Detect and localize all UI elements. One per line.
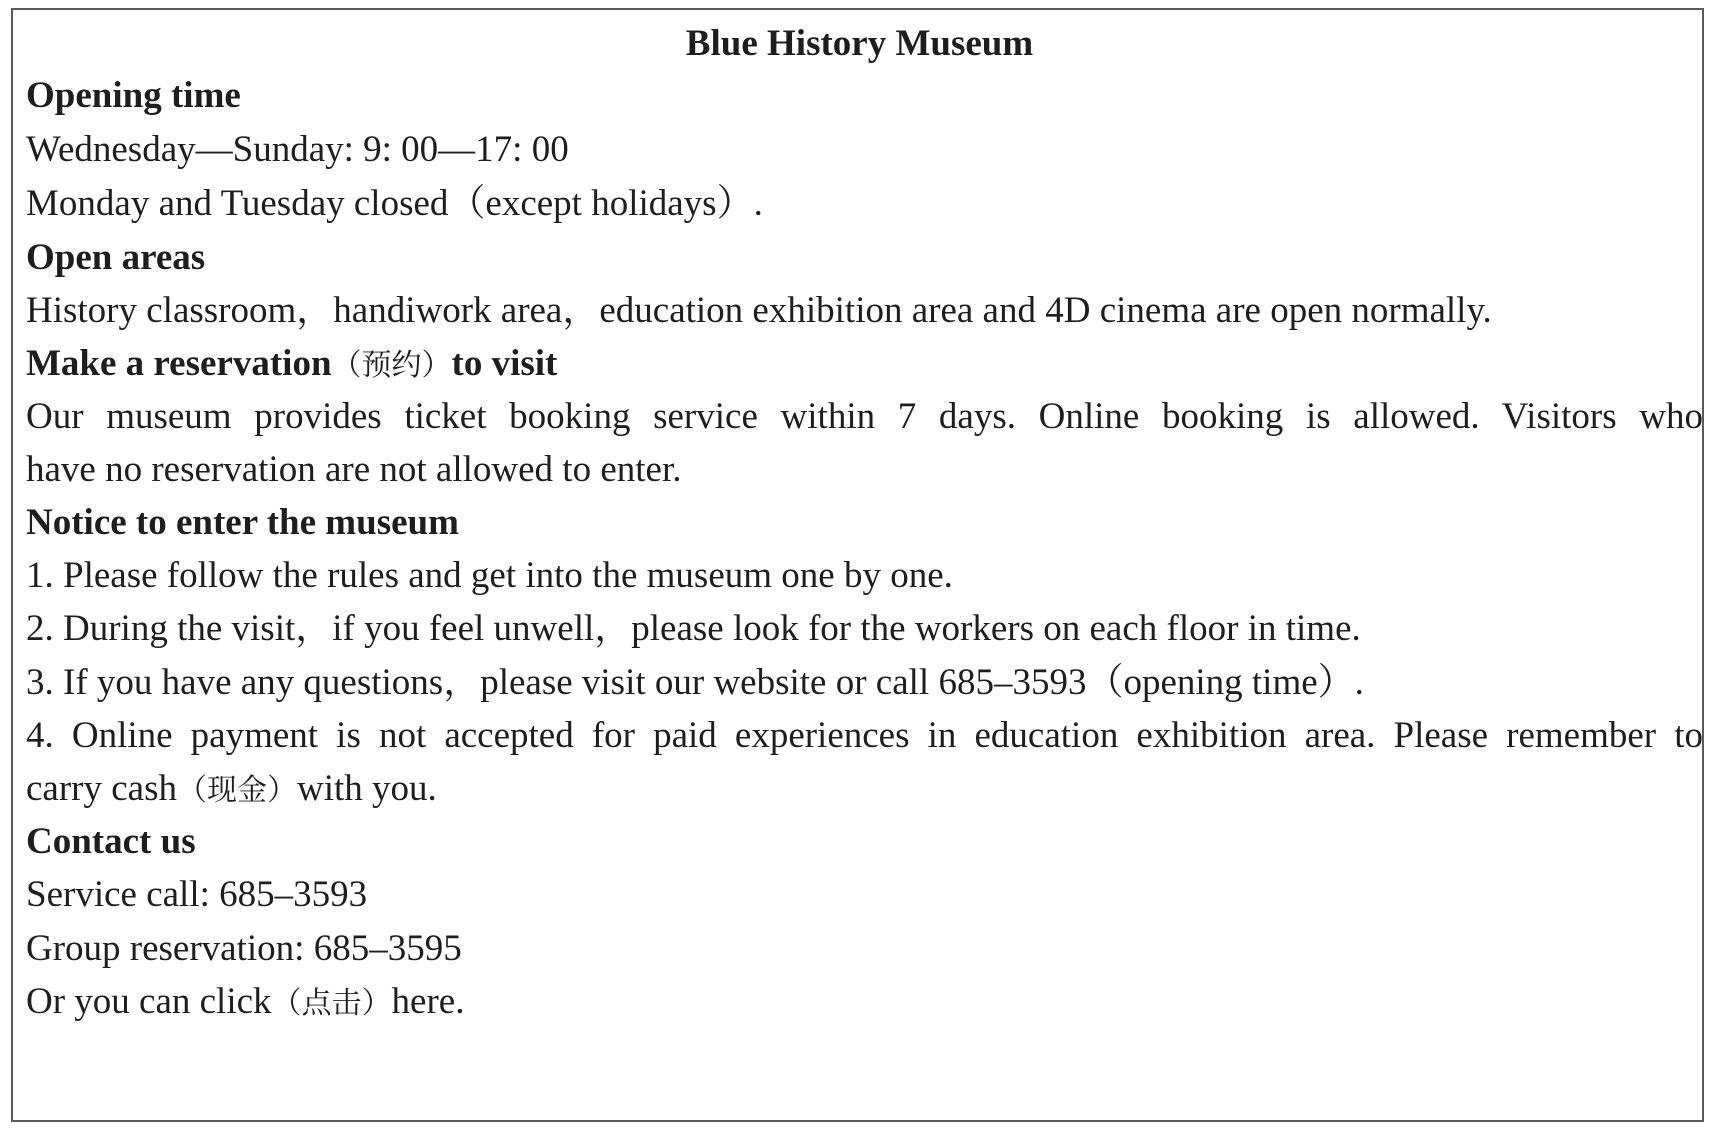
- notice-item-1: 1. Please follow the rules and get into the museum one by one.: [26, 555, 953, 596]
- reservation-heading: [26, 340, 1703, 390]
- reservation-heading-text: Make a reservation: [26, 343, 332, 384]
- click-chinese: （点击）: [271, 986, 392, 1021]
- open-areas-heading: Open areas: [26, 237, 206, 278]
- notice-item-2: 2. During the visit，if you feel unwell，please look for the workers on each floor in time.: [26, 608, 1361, 649]
- carry-cash-text: carry cash: [26, 768, 177, 809]
- reservation-heading-suffix: to visit: [451, 343, 558, 384]
- reservation-text-line-2: have no reservation are not allowed to enter.: [26, 449, 682, 490]
- page-title: Blue History Museum: [685, 23, 1034, 64]
- reservation-heading-chinese: （预约）: [331, 348, 452, 383]
- reservation-text-line-1: Our museum provides ticket booking service within 7 days. Online booking is allowed. Visitors who: [26, 396, 1703, 437]
- opening-hours-text: Wednesday—Sunday: 9: 00—17: 00: [26, 129, 569, 170]
- notice-heading: Notice to enter the museum: [26, 502, 459, 543]
- notice-item-4-line-1: 4. Online payment is not accepted for paid experiences in education exhibition area. Please remember to: [26, 715, 1703, 756]
- notice-item-4-line-2: [26, 765, 1703, 815]
- here-text: here.: [391, 981, 465, 1022]
- click-text: Or you can click: [26, 981, 272, 1022]
- service-call-text: Service call: 685–3593: [26, 874, 368, 915]
- group-reservation-text: Group reservation: 685–3595: [26, 928, 462, 969]
- closed-days-text: Monday and Tuesday closed（except holidays）.: [26, 183, 763, 224]
- contact-heading: Contact us: [26, 821, 196, 862]
- cash-chinese: （现金）: [176, 773, 297, 808]
- open-areas-text: History classroom，handiwork area，education exhibition area and 4D cinema are open normally.: [26, 290, 1492, 331]
- notice-item-3: 3. If you have any questions，please visit our website or call 685–3593（opening time）.: [26, 662, 1364, 703]
- click-here-line: [26, 978, 1703, 1028]
- opening-time-heading: Opening time: [26, 75, 241, 116]
- with-you-text: with you.: [296, 768, 437, 809]
